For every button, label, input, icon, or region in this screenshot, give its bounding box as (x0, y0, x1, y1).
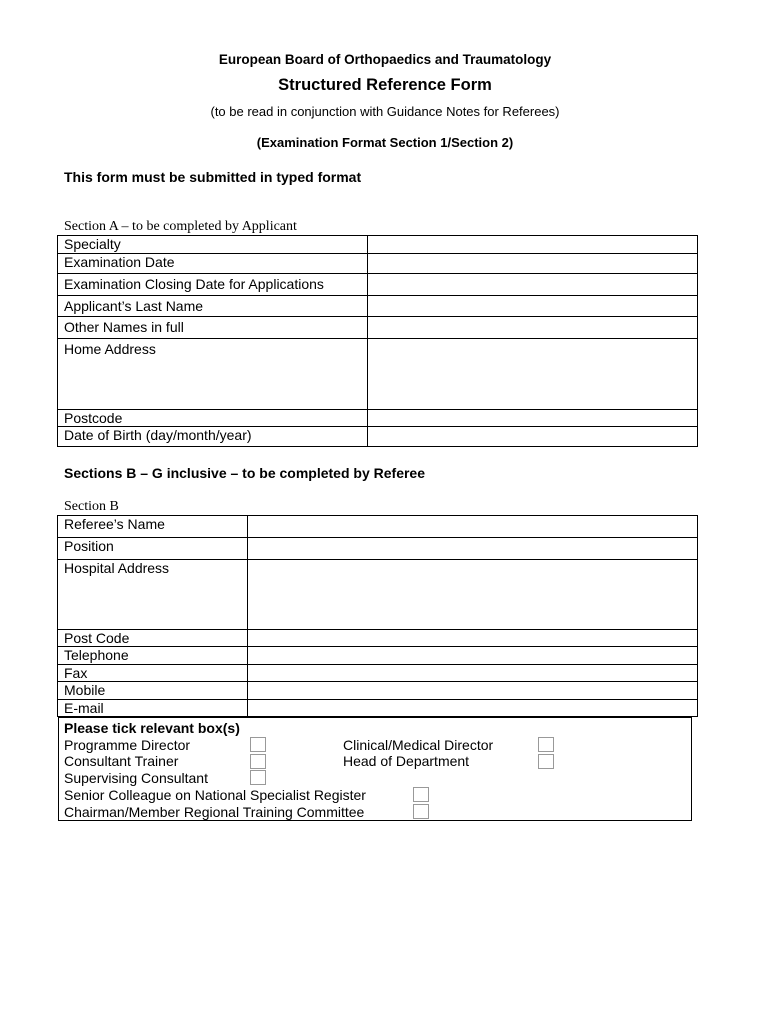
table-row (58, 647, 698, 665)
field-input-position[interactable] (248, 538, 698, 560)
table-row (58, 317, 698, 339)
field-label-last-name: Applicant’s Last Name (58, 296, 368, 317)
form-subtitle: (to be read in conjunction with Guidance Notes for Referees) (210, 104, 560, 119)
option-label-clinical-medical-director: Clinical/Medical Director (343, 737, 494, 753)
organization-name: European Board of Orthopaedics and Traumatology (218, 52, 552, 67)
field-label-referee-name: Referee’s Name (58, 516, 248, 538)
field-input-date-of-birth[interactable] (368, 427, 698, 447)
field-input-referee-name[interactable] (248, 516, 698, 538)
table-row (58, 682, 698, 700)
field-label-closing-date: Examination Closing Date for Applications (58, 274, 368, 296)
form-title: Structured Reference Form (278, 76, 492, 94)
field-input-closing-date[interactable] (368, 274, 698, 296)
table-row (58, 410, 698, 427)
checkbox-senior-colleague[interactable] (413, 787, 429, 802)
checkbox-head-of-department[interactable] (538, 754, 554, 769)
role-tick-box-panel (58, 717, 692, 821)
field-label-email: E-mail (58, 700, 248, 717)
option-label-consultant-trainer: Consultant Trainer (64, 753, 179, 769)
option-label-programme-director: Programme Director (64, 737, 191, 753)
table-row (58, 538, 698, 560)
field-input-mobile[interactable] (248, 682, 698, 700)
field-label-examination-date: Examination Date (58, 254, 368, 274)
field-label-mobile: Mobile (58, 682, 248, 700)
field-label-postcode: Postcode (58, 410, 368, 427)
field-label-date-of-birth: Date of Birth (day/month/year) (58, 427, 368, 447)
section-a-label: Section A – to be completed by Applicant (64, 219, 297, 234)
typed-format-notice: This form must be submitted in typed format (64, 169, 362, 185)
tick-heading: Please tick relevant box(s) (64, 720, 240, 736)
field-input-other-names[interactable] (368, 317, 698, 339)
table-row (58, 296, 698, 317)
option-label-head-of-department: Head of Department (343, 753, 470, 769)
field-input-hospital-address[interactable] (248, 560, 698, 630)
field-input-examination-date[interactable] (368, 254, 698, 274)
field-label-fax: Fax (58, 665, 248, 682)
field-input-home-address[interactable] (368, 339, 698, 410)
field-label-telephone: Telephone (58, 647, 248, 665)
checkbox-clinical-medical-director[interactable] (538, 737, 554, 752)
field-input-telephone[interactable] (248, 647, 698, 665)
table-row (58, 236, 698, 254)
referee-sections-heading: Sections B – G inclusive – to be completed by Referee (64, 465, 426, 481)
checkbox-consultant-trainer[interactable] (250, 754, 266, 769)
table-row (58, 665, 698, 682)
checkbox-programme-director[interactable] (250, 737, 266, 752)
field-input-specialty[interactable] (368, 236, 698, 254)
table-row (58, 274, 698, 296)
field-label-post-code: Post Code (58, 630, 248, 647)
table-row (58, 516, 698, 538)
field-input-postcode[interactable] (368, 410, 698, 427)
field-input-last-name[interactable] (368, 296, 698, 317)
table-row (58, 700, 698, 717)
examination-format: (Examination Format Section 1/Section 2) (256, 135, 514, 150)
section-a-table (57, 235, 698, 447)
table-row (58, 254, 698, 274)
field-input-email[interactable] (248, 700, 698, 717)
table-row (58, 339, 698, 410)
checkbox-supervising-consultant[interactable] (250, 770, 266, 785)
field-label-position: Position (58, 538, 248, 560)
table-row (58, 560, 698, 630)
field-label-home-address: Home Address (58, 339, 368, 410)
table-row (58, 630, 698, 647)
field-label-specialty: Specialty (58, 236, 368, 254)
option-label-supervising-consultant: Supervising Consultant (64, 770, 208, 786)
option-label-senior-colleague: Senior Colleague on National Specialist Register (64, 787, 366, 803)
table-row (58, 427, 698, 447)
checkbox-chairman-member[interactable] (413, 804, 429, 819)
section-b-label: Section B (64, 499, 119, 514)
field-input-fax[interactable] (248, 665, 698, 682)
field-label-hospital-address: Hospital Address (58, 560, 248, 630)
section-b-table (57, 515, 698, 717)
option-label-chairman-member: Chairman/Member Regional Training Committee (64, 804, 365, 820)
field-input-post-code[interactable] (248, 630, 698, 647)
field-label-other-names: Other Names in full (58, 317, 368, 339)
